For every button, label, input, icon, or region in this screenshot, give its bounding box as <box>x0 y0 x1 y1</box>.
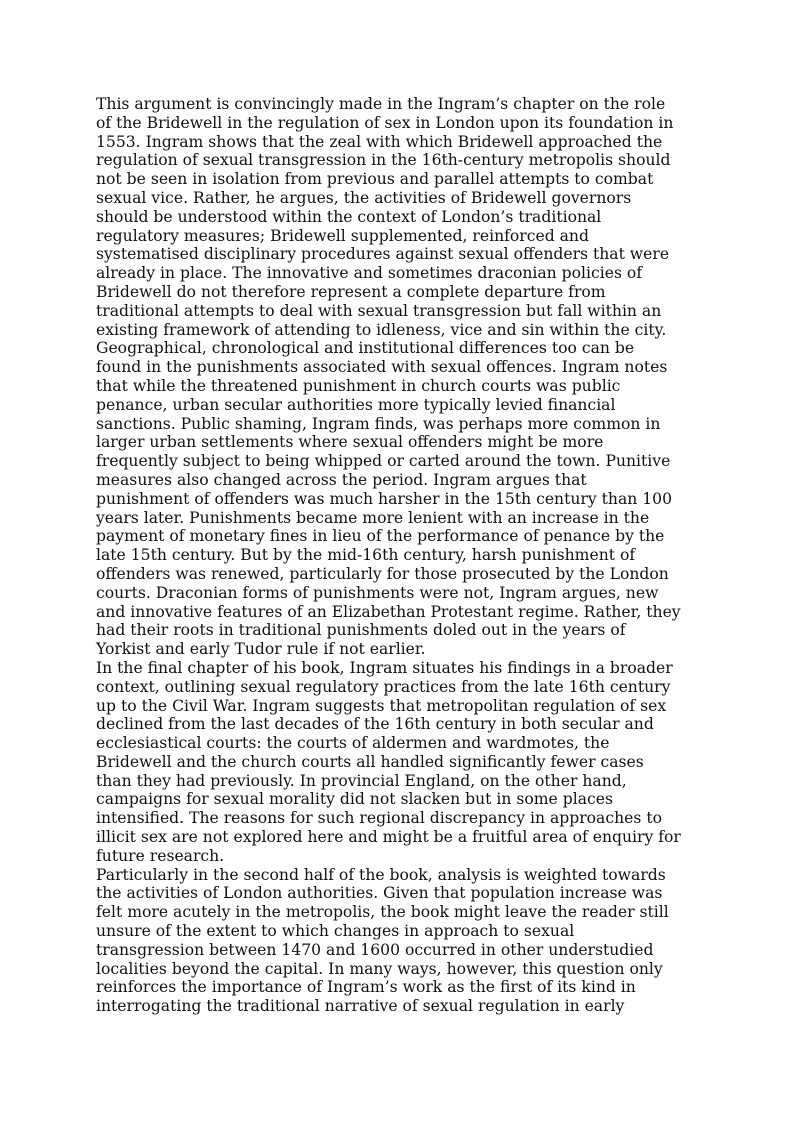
text-line: frequently subject to being whipped or carted around the town. Punitive <box>96 452 671 471</box>
text-line: Geographical, chronological and institutional differences too can be <box>96 339 635 358</box>
text-line: already in place. The innovative and sometimes draconian policies of <box>96 264 643 283</box>
text-line: up to the Civil War. Ingram suggests that metropolitan regulation of sex <box>96 696 667 715</box>
text-line: than they had previously. In provincial England, on the other hand, <box>96 771 627 790</box>
text-line: punishment of offenders was much harsher in the 15th century than 100 <box>96 489 673 508</box>
text-line: found in the punishments associated with sexual offences. Ingram notes <box>96 358 668 377</box>
text-line: regulatory measures; Bridewell supplemented, reinforced and <box>96 226 589 245</box>
text-line: sexual vice. Rather, he argues, the activities of Bridewell governors <box>96 188 632 207</box>
text-line: Bridewell do not therefore represent a complete departure from <box>96 282 606 301</box>
text-line: In the final chapter of his book, Ingram situates his findings in a broader <box>96 658 673 677</box>
text-line: of the Bridewell in the regulation of sex in London upon its foundation in <box>96 113 674 132</box>
text-line: the activities of London authorities. Given that population increase was <box>96 884 663 903</box>
text-line: reinforces the importance of Ingram’s work as the first of its kind in <box>96 978 636 997</box>
text-line: existing framework of attending to idleness, vice and sin within the city. <box>96 320 667 339</box>
text-line: ecclesiastical courts: the courts of aldermen and wardmotes, the <box>96 734 610 753</box>
text-line: payment of monetary fines in lieu of the performance of penance by the <box>96 527 665 546</box>
text-line: years later. Punishments became more lenient with an increase in the <box>96 508 650 527</box>
text-line: transgression between 1470 and 1600 occurred in other understudied <box>96 940 654 959</box>
body-paragraph <box>96 866 716 1016</box>
text-line: interrogating the traditional narrative of sexual regulation in early <box>96 997 625 1016</box>
text-line: Yorkist and early Tudor rule if not earlier. <box>96 640 426 659</box>
document-body <box>96 95 716 1016</box>
document-page <box>96 95 716 1016</box>
text-line: 1553. Ingram shows that the zeal with which Bridewell approached the <box>96 132 663 151</box>
text-line: had their roots in traditional punishments doled out in the years of <box>96 621 626 640</box>
text-line: systematised disciplinary procedures against sexual offenders that were <box>96 245 670 264</box>
text-line: campaigns for sexual morality did not slacken but in some places <box>96 790 613 809</box>
text-line: not be seen in isolation from previous and parallel attempts to combat <box>96 170 654 189</box>
text-line: that while the threatened punishment in church courts was public <box>96 376 621 395</box>
text-line: sanctions. Public shaming, Ingram finds, was perhaps more common in <box>96 414 661 433</box>
text-line: This argument is convincingly made in the Ingram’s chapter on the role <box>96 95 666 113</box>
text-line: illicit sex are not explored here and might be a fruitful area of enquiry for <box>96 828 681 847</box>
text-line: localities beyond the capital. In many ways, however, this question only <box>96 959 663 978</box>
text-line: late 15th century. But by the mid-16th century, harsh punishment of <box>96 546 636 565</box>
text-line: declined from the last decades of the 16th century in both secular and <box>96 715 654 734</box>
text-line: regulation of sexual transgression in the 16th-century metropolis should <box>96 151 671 170</box>
text-line: measures also changed across the period. Ingram argues that <box>96 470 587 489</box>
text-line: unsure of the extent to which changes in approach to sexual <box>96 922 575 941</box>
text-line: Bridewell and the church courts all handled significantly fewer cases <box>96 752 644 771</box>
text-line: context, outlining sexual regulatory practices from the late 16th century <box>96 677 671 696</box>
text-line: penance, urban secular authorities more typically levied financial <box>96 395 616 414</box>
text-line: future research. <box>96 846 225 865</box>
text-line: Particularly in the second half of the book, analysis is weighted towards <box>96 865 666 884</box>
text-line: offenders was renewed, particularly for those prosecuted by the London <box>96 564 669 583</box>
body-paragraph <box>96 659 716 866</box>
text-line: felt more acutely in the metropolis, the book might leave the reader still <box>96 903 669 922</box>
text-line: traditional attempts to deal with sexual transgression but fall within an <box>96 301 662 320</box>
text-line: should be understood within the context of London’s traditional <box>96 207 602 226</box>
text-line: larger urban settlements where sexual offenders might be more <box>96 433 604 452</box>
text-line: intensified. The reasons for such regional discrepancy in approaches to <box>96 809 662 828</box>
body-paragraph <box>96 95 716 659</box>
text-line: and innovative features of an Elizabethan Protestant regime. Rather, they <box>96 602 681 621</box>
text-line: courts. Draconian forms of punishments were not, Ingram argues, new <box>96 583 659 602</box>
